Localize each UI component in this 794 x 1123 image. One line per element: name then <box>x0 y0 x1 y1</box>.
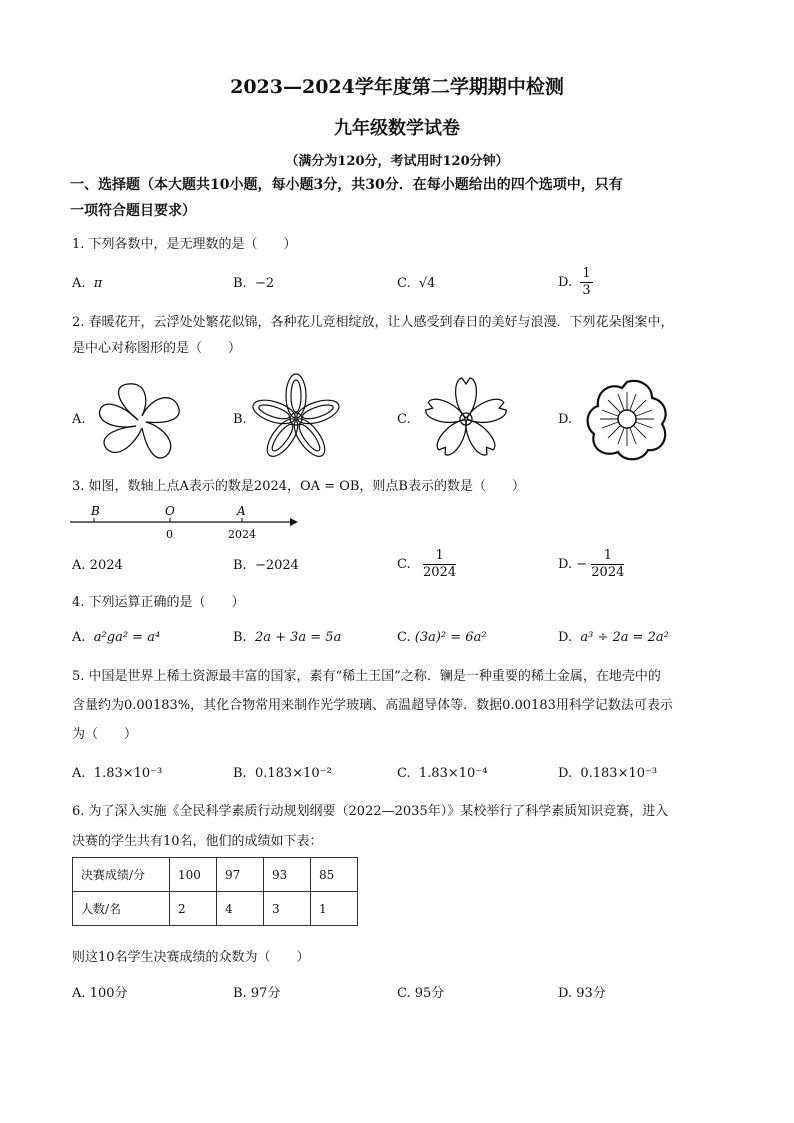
q3-option-c: C. $\frac{1}{2024}$ <box>397 548 457 580</box>
q2-stem: 2. 春暖花开，云浮处处繁花似锦，各种花儿竞相绽放，让人感受到春日的美好与浪漫．下列花朵图案中， 是中心对称图形的是（ ） <box>72 315 674 356</box>
table-row <box>73 892 358 926</box>
q6-option-c: C. 95分 <box>397 986 445 1001</box>
q5-option-a: A. 1.83×10⁻³ <box>72 766 163 781</box>
flower-c-icon <box>418 372 514 466</box>
table-cell: 97 <box>217 858 264 892</box>
exam-note: （满分为120分，考试用时120分钟） <box>285 154 509 169</box>
table-cell: 4 <box>217 892 264 926</box>
q6-option-d: D. 93分 <box>558 986 606 1001</box>
q4-option-a: A. a²ga² = a⁴ <box>72 630 161 645</box>
number-line <box>66 500 302 546</box>
point-b-label: B <box>91 504 100 518</box>
q3-d-fraction: $\frac{1}{2024}$ <box>591 548 625 580</box>
origin-value: 0 <box>166 528 173 541</box>
q4-option-b: B. 2a + 3a = 5a <box>233 630 342 645</box>
q6-option-a: A. 100分 <box>72 986 128 1001</box>
q3-stem: 3. 如图，数轴上点A表示的数是2024，OA = OB，则点B表示的数是（ ） <box>72 479 525 494</box>
q6-question: 则这10名学生决赛成绩的众数为（ ） <box>72 950 310 965</box>
section-heading-line1: 一、选择题（本大题共10小题，每小题3分，共30分．在每小题给出的四个选项中，只有 <box>70 177 623 193</box>
q5-option-c: C. 1.83×10⁻⁴ <box>397 766 488 781</box>
q4-stem: 4. 下列运算正确的是（ ） <box>72 595 245 610</box>
q3-option-a: A. 2024 <box>72 558 123 573</box>
table-row <box>73 858 358 892</box>
q2-label-c: C. <box>397 412 411 427</box>
table-cell: 1 <box>311 892 358 926</box>
q2-label-d: D. <box>558 412 573 427</box>
table-cell: 93 <box>264 858 311 892</box>
q1-option-a: A. π <box>72 276 103 291</box>
q4-option-c: C. (3a)² = 6a² <box>397 630 487 645</box>
q5-option-d: D. 0.183×10⁻³ <box>558 766 658 781</box>
q1-option-c: C. √4 <box>397 276 436 291</box>
q2-label-b: B. <box>233 412 247 427</box>
flower-b-icon <box>248 372 344 466</box>
table-cell: 人数/名 <box>73 892 170 926</box>
table-cell: 决赛成绩/分 <box>73 858 170 892</box>
table-cell: 2 <box>170 892 217 926</box>
q6-option-b: B. 97分 <box>233 986 281 1001</box>
flower-a-icon <box>90 376 190 466</box>
section-heading <box>70 172 730 224</box>
q6-stem: 6. 为了深入实施《全民科学素质行动规划纲要（2022—2035年）》某校举行了科学素质知识竞赛，进入 决赛的学生共有10名，他们的成绩如下表： <box>72 804 669 849</box>
table-cell: 85 <box>311 858 358 892</box>
q5-option-b: B. 0.183×10⁻² <box>233 766 332 781</box>
q5-stem: 5. 中国是世界上稀土资源最丰富的国家，素有“稀土王国”之称．镧是一种重要的稀土金属，在地壳中的 含量约为0.00183%，其化合物常用来制作光学玻璃、高温超导体等．数据0.00183用科学记数法可表示 为（ ） <box>72 669 673 742</box>
q1-stem: 1. 下列各数中，是无理数的是（ ） <box>72 237 297 252</box>
score-table <box>72 857 358 926</box>
q2-label-a: A. <box>72 412 86 427</box>
q1-option-d: D. $\frac{1}{3}$ <box>558 266 591 298</box>
table-cell: 3 <box>264 892 311 926</box>
q3-option-b: B. −2024 <box>233 558 299 573</box>
exam-title: 2023—2024学年度第二学期期中检测 <box>230 76 564 98</box>
table-cell: 100 <box>170 858 217 892</box>
flower-d-icon <box>582 374 672 464</box>
q3-c-fraction: $\frac{1}{2024}$ <box>423 548 457 580</box>
q1-fraction: $\frac{1}{3}$ <box>582 266 591 298</box>
q4-option-d: D. a³ ÷ 2a = 2a² <box>558 630 669 645</box>
q1-option-b: B. −2 <box>233 276 275 291</box>
section-heading-line2: 一项符合题目要求） <box>70 203 196 219</box>
point-a-label: A <box>237 504 246 518</box>
point-o-label: O <box>165 504 175 518</box>
exam-subtitle: 九年级数学试卷 <box>334 118 460 139</box>
point-a-value: 2024 <box>228 528 256 541</box>
q3-option-d: D. − $\frac{1}{2024}$ <box>558 548 625 580</box>
